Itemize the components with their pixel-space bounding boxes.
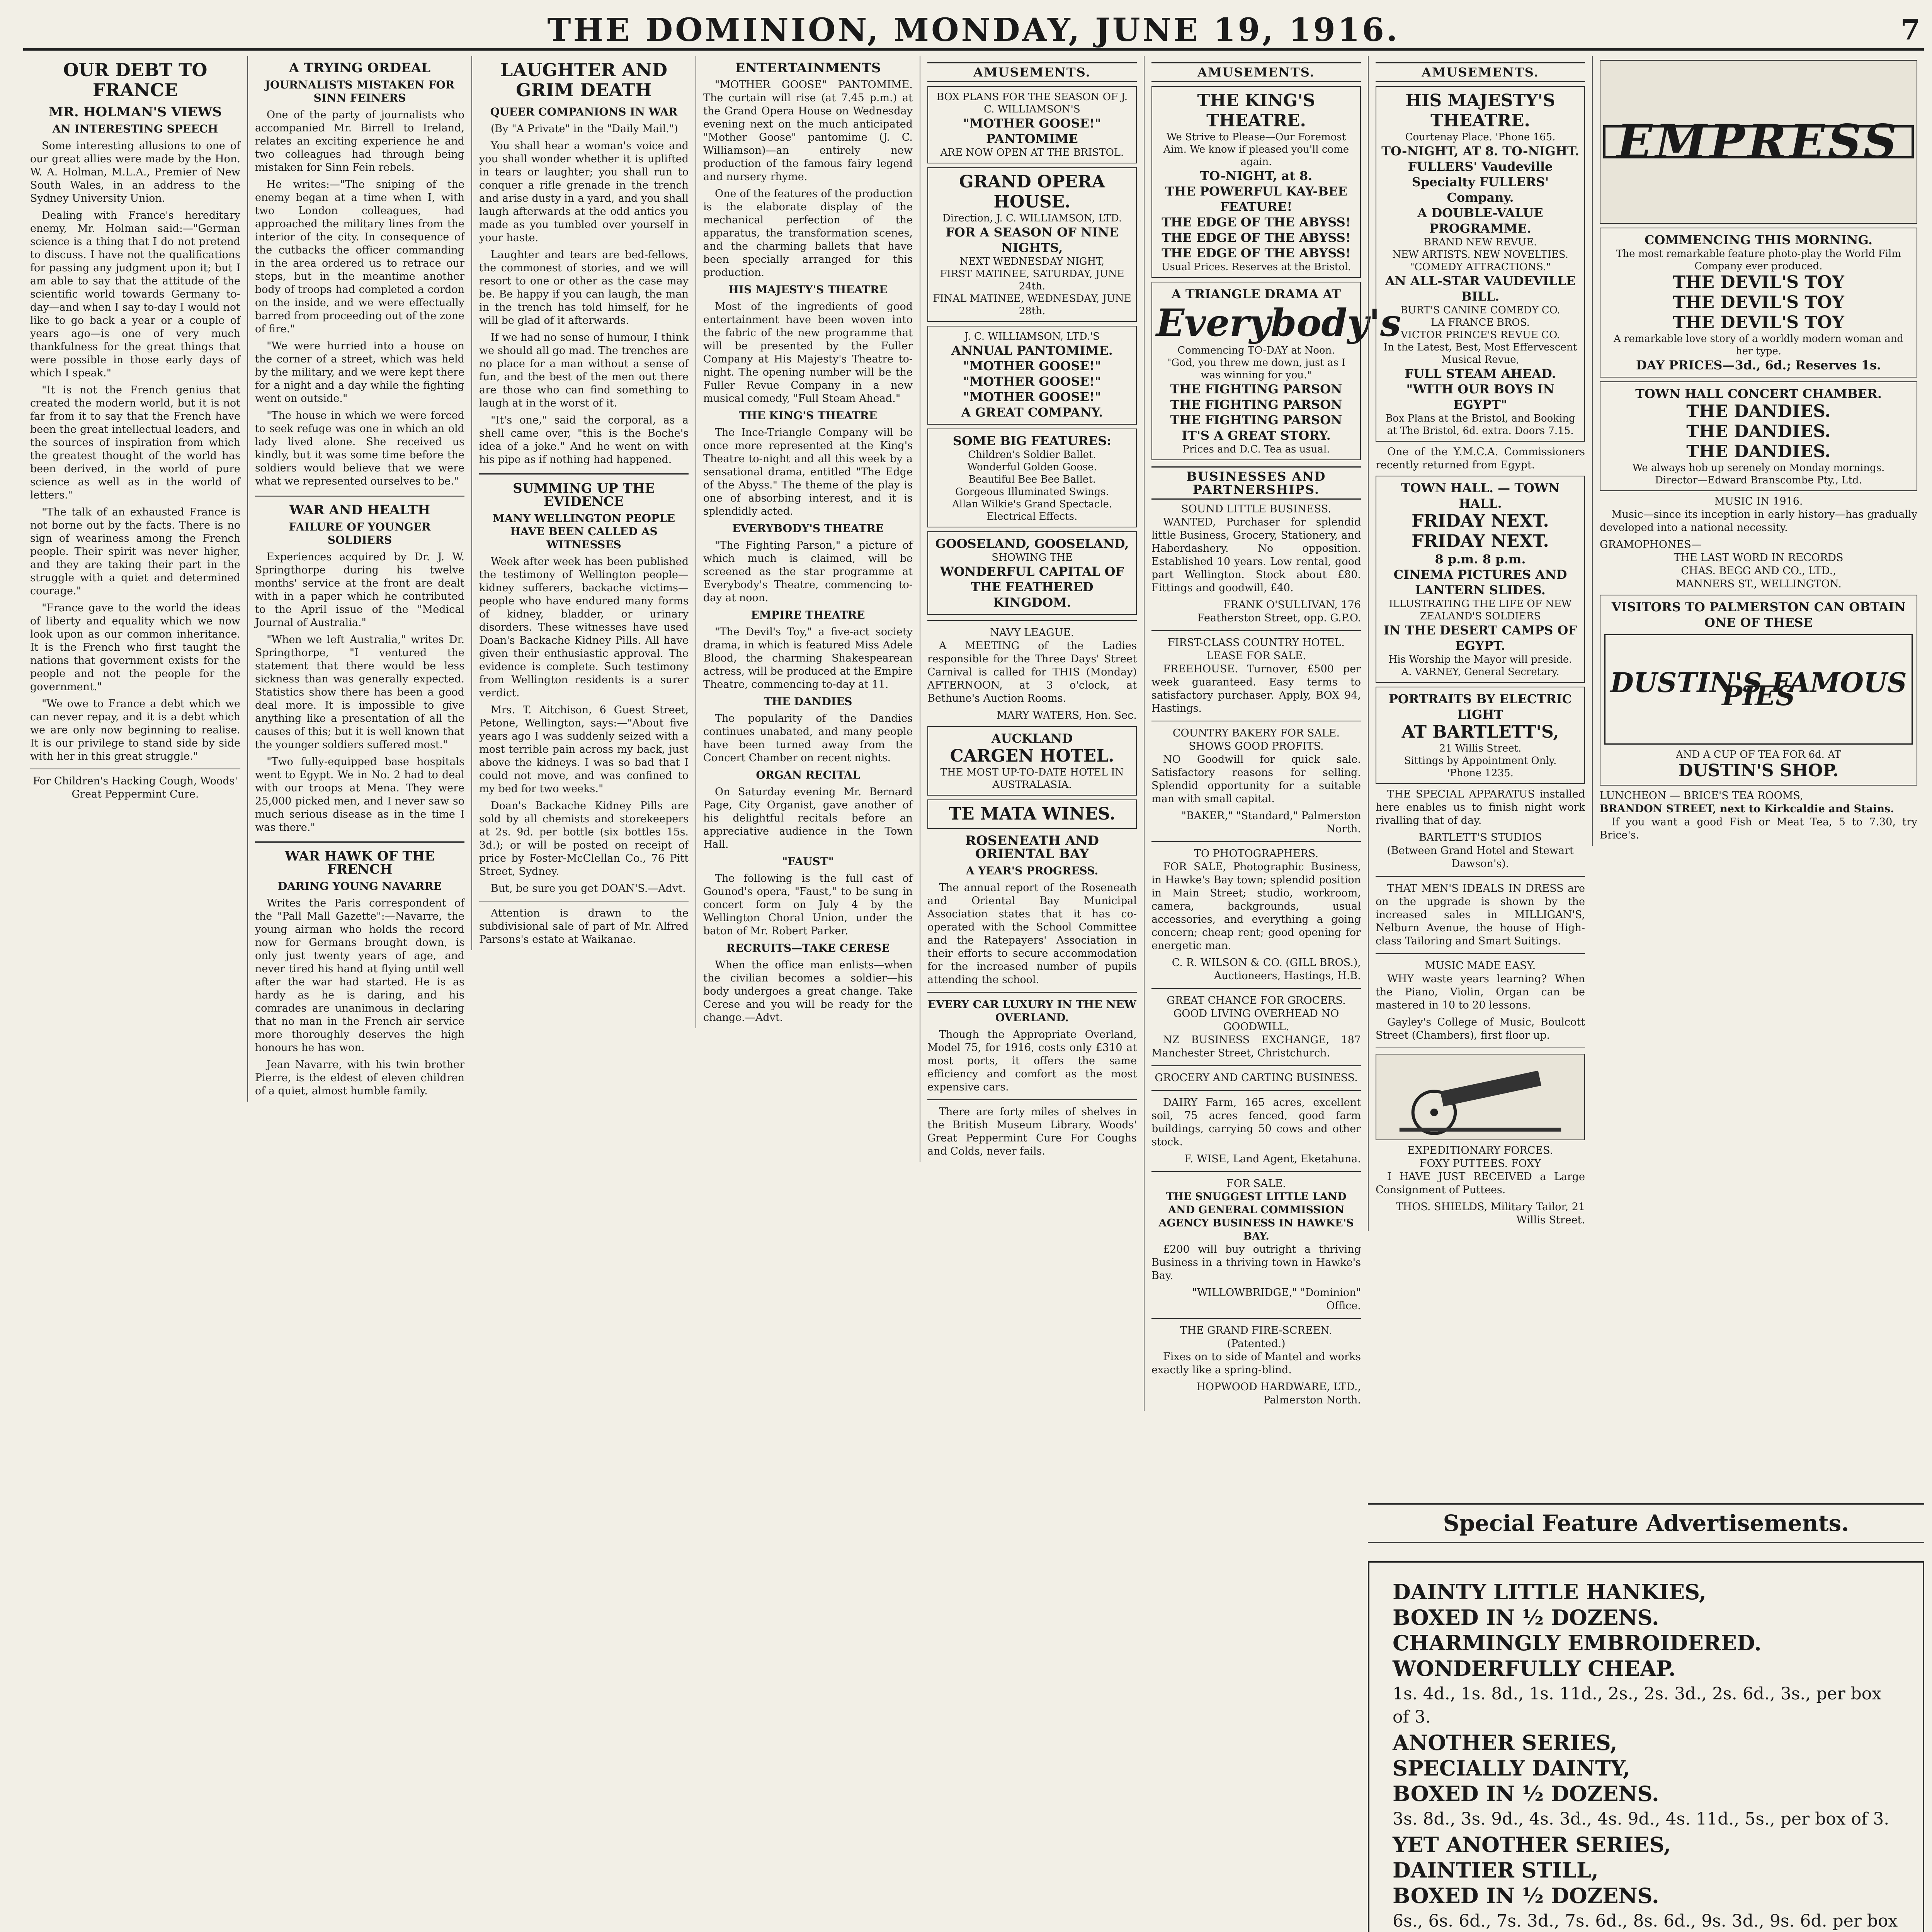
- article-headline: LAUGHTER AND GRIM DEATH: [500, 60, 668, 100]
- paragraph: THE SPECIAL APPARATUS installed here enables us to finish night work rivalling that of day.: [1376, 788, 1585, 827]
- article-subhead: EMPIRE THEATRE: [751, 609, 865, 621]
- signature-line: THOS. SHIELDS, Military Tailor, 21 Willis Street.: [1396, 1201, 1585, 1226]
- column-4: [696, 56, 920, 1028]
- column-6: AMUSEMENTS. THE KING'S THEATRE. We Strive to Please—Our Foremost Aim. We know if pleased you'll come again. TO-NIGHT, at 8. THE POWERFUL KAY-BEE FEATURE! THE EDGE OF THE ABYSS! THE EDGE OF THE ABYSS! THE EDGE OF THE ABYSS! Usual Prices. Reserves at the Bristol. A TRIANGLE DRAMA AT Everybody's Commencing TO-DAY at Noon. "God, you threw me down, just as I was winning for you." THE FIGHTING PARSON THE FIGHTING PARSON THE FIGHTING PARSON IT'S A GREAT STORY. Prices and D.C. Tea as usual. BUSINESSES AND PARTNERSHIPS. SOUND LITTLE BUSINESS. WANTED, Purchaser for splendid little Business, Grocery, Stationery, and Haberdashery. No opposition. Established 10 years. Low rental, good part Wellington. Stock about £80. Fittings and goodwill, £40. FRANK O'SULLIVAN, 176 Featherston Street, opp. G.P.O. FIRST-CLASS COUNTRY HOTEL. LEASE FOR SALE. FREEHOUSE. Turnover, £500 per week guaranteed. Easy terms to satisfactory purchaser. Apply, BOX 94, Hastings. COUNTRY BAKERY FOR SALE. SHOWS GOOD PROFITS. NO Goodwill for quick sale. Satisfactory reasons for selling. Splendid opportunity for a suitable man with small capital. "BAKER," "Standard," Palmerston North. TO PHOTOGRAPHERS. FOR SALE, Photographic Business, in Hawke's Bay town; splendid position in Main Street; studio, workroom, camera, backgrounds, usual accessories, and everything a going concern; cheap rent; good opening for energetic man. C. R. WILSON & CO. (GILL BROS.), Auctioneers, Hastings, H.B. GREAT CHANCE FOR GROCERS. GOOD LIVING OVERHEAD NO GOODWILL. NZ BUSINESS EXCHANGE, 187 Manchester Street, Christchurch. GROCERY AND CARTING BUSINESS. DAIRY Farm, 165 acres, excellent soil, 75 acres fenced, good farm buildings, carrying 50 cows and other stock. F. WISE, Land Agent, Eketahuna. FOR SALE. THE SNUGGEST LITTLE LAND AND GENERAL COMMISSION AGENCY BUSINESS IN HAWKE'S BAY. £200 will buy outright a thriving Business in a thriving town in Hawke's Bay. "WILLOWBRIDGE," "Dominion" Office. THE GRAND FIRE-SCREEN. (Patented.) Fixes on to side of Mantel and works exactly like a spring-blind. HOPWOOD HARDWARE, LTD., Palmerston North.: [1144, 56, 1368, 1411]
- advert-box: AUCKLAND CARGEN HOTEL. THE MOST UP-TO-DATE HOTEL IN AUSTRALASIA.: [927, 726, 1137, 796]
- paragraph: "Two fully-equipped base hospitals went to Egypt. We in No. 2 had to deal with our troops at Mena. They were 25,000 picked men, and I never saw so much serious disease as in the time I was there.": [255, 756, 464, 833]
- paragraph: Experiences acquired by Dr. J. W. Springthorpe during his twelve months' service at the front are dealt with in a paper which he contributed to the April issue of the "Medical Journal of Australia.": [255, 551, 464, 629]
- article-subhead: EVERYBODY'S THEATRE: [732, 522, 884, 535]
- paragraph: FOR SALE, Photographic Business, in Hawke's Bay town; splendid position in Main Street; studio, workroom, camera, backgrounds, usual accessories, and everything a going concern; cheap rent; good opening for energetic man.: [1151, 861, 1361, 952]
- paragraph: "France gave to the world the ideas of liberty and equality which we now look upon as our common inheritance. It is the French who first taught the nations that government exists for the people and not the people for the government.": [30, 602, 240, 693]
- paragraph: Jean Navarre, with his twin brother Pierre, is the eldest of eleven children of a quiet, almost humble family.: [255, 1059, 464, 1097]
- pringles-advert: DAINTY LITTLE HANKIES, BOXED IN ½ DOZENS. CHARMINGLY EMBROIDERED. WONDERFULLY CHEAP. 1s. 4d., 1s. 8d., 1s. 11d., 2s., 2s. 3d., 2s. 6d., 3s., per box of 3. ANOTHER SERIES, SPECIALLY DAINTY, BOXED IN ½ DOZENS. 3s. 8d., 3s. 9d., 4s. 3d., 4s. 9d., 4s. 11d., 5s., per box of 3. YET ANOTHER SERIES, DAINTIER STILL, BOXED IN ½ DOZENS. 6s., 6s. 6d., 7s. 3d., 7s. 6d., 8s. 6d., 9s. 3d., 9s. 6d. per box: [1368, 1561, 1924, 1932]
- article-subhead: AN INTERESTING SPEECH: [52, 122, 218, 135]
- signature-line: C. R. WILSON & CO. (GILL BROS.), Auctioneers, Hastings, H.B.: [1172, 957, 1361, 982]
- section-heading: AMUSEMENTS.: [927, 62, 1137, 82]
- advert-box: TE MATA WINES.: [927, 799, 1137, 829]
- column-3: [471, 56, 696, 950]
- paragraph: Though the Appropriate Overland, Model 75, for 1916, costs only £310 at most ports, it offers the same efficiency and comfort as the most expensive cars.: [927, 1029, 1137, 1093]
- special-feature-heading: Special Feature Advertisements.: [1368, 1503, 1924, 1543]
- paragraph: Dealing with France's hereditary enemy, Mr. Holman said:—"German science is a thing that I do not pretend to discuss. I have not the qualifications for passing any judgment upon it; but I am able to say that the attitude of the scientific world towards Germany to-day—and when I say to-day I would not like to go back a year or a couple of years ago—is one of very much thankfulness for the great things that were possible in those early days of which I speak.": [30, 209, 240, 379]
- section-heading: AMUSEMENTS.: [1376, 62, 1585, 82]
- page-number: 7: [1900, 13, 1920, 46]
- pies-illustration: DUSTIN'S FAMOUS PIES: [1604, 634, 1913, 745]
- article-subhead: QUEER COMPANIONS IN WAR: [490, 105, 678, 118]
- signature-line: MARY WATERS, Hon. Sec.: [997, 709, 1137, 721]
- advert-box: VISITORS TO PALMERSTON CAN OBTAIN ONE OF THESE DUSTIN'S FAMOUS PIES AND A CUP OF TEA FOR 6d. AT DUSTIN'S SHOP.: [1600, 595, 1917, 786]
- article-subhead: A YEAR'S PROGRESS.: [966, 864, 1099, 877]
- paragraph: Some interesting allusions to one of our great allies were made by the Hon. W. A. Holman, M.L.A., Premier of New South Wales, in an address to the Sydney University Union.: [30, 140, 240, 204]
- paragraph: When the office man enlists—when the civilian becomes a soldier—his body undergoes a great change. Take Cerese and you will be ready for the change.—Advt.: [703, 959, 913, 1024]
- paragraph: FREEHOUSE. Turnover, £500 per week guaranteed. Easy terms to satisfactory purchaser. Apply, BOX 94, Hastings.: [1151, 663, 1361, 714]
- paragraph: "We owe to France a debt which we can never repay, and it is a debt which we are only now beginning to realise. It is our privilege to stand side by side with her in this great struggle.": [30, 698, 240, 762]
- article-headline: SUMMING UP THE EVIDENCE: [513, 481, 655, 509]
- article-subhead: EVERY CAR LUXURY IN THE NEW OVERLAND.: [928, 998, 1136, 1024]
- column-8: EMPRESS COMMENCING THIS MORNING. The most remarkable feature photo-play the World Film Company ever produced. THE DEVIL'S TOY THE DEVIL'S TOY THE DEVIL'S TOY A remarkable love story of a worldly modern woman and her type. DAY PRICES—3d., 6d.; Reserves 1s. TOWN HALL CONCERT CHAMBER. THE DANDIES. THE DANDIES. THE DANDIES. We always hob up serenely on Monday mornings. Director—Edward Branscombe Pty., Ltd. MUSIC IN 1916. Music—since its inception in early history—has gradually developed into a national necessity. GRAMOPHONES— THE LAST WORD IN RECORDS CHAS. BEGG AND CO., LTD., MANNERS ST., WELLINGTON. VISITORS TO PALMERSTON CAN OBTAIN ONE OF THESE DUSTIN'S FAMOUS PIES AND A CUP OF TEA FOR 6d. AT DUSTIN'S SHOP. LUNCHEON — BRICE'S TEA ROOMS, BRANDON STREET, next to Kirkcaldie and Stains. If you want a good Fish or Meat Tea, 5 to 7.30, try Brice's.: [1592, 56, 1924, 846]
- article-subhead: HIS MAJESTY'S THEATRE: [728, 283, 888, 296]
- paragraph: WHY waste years learning? When the Piano, Violin, Organ can be mastered in 10 to 20 lessons.: [1376, 973, 1585, 1011]
- article-subhead: ORGAN RECITAL: [756, 769, 860, 781]
- article-subhead: JOURNALISTS MISTAKEN FOR SINN FEINERS: [265, 78, 455, 104]
- paragraph: "We were hurried into a house on the corner of a street, which was held by the military, and we were kept there for a night and a day while the fighting went on outside.": [255, 340, 464, 405]
- paragraph: A MEETING of the Ladies responsible for the Three Days' Street Carnival is called for THIS (Monday) AFTERNOON, at 3 o'clock, at Bethune's Auction Rooms.: [927, 640, 1137, 704]
- notice-heading: NAVY LEAGUE.: [990, 627, 1074, 639]
- column-1: [23, 56, 247, 805]
- article-headline: A TRYING ORDEAL: [289, 60, 431, 76]
- advert-box: COMMENCING THIS MORNING. The most remarkable feature photo-play the World Film Company ever produced. THE DEVIL'S TOY THE DEVIL'S TOY THE DEVIL'S TOY A remarkable love story of a worldly modern woman and her type. DAY PRICES—3d., 6d.; Reserves 1s.: [1600, 228, 1917, 378]
- cannon-icon: [1376, 1054, 1584, 1139]
- article-headline: WAR AND HEALTH: [289, 502, 430, 518]
- signature-line: "BAKER," "Standard," Palmerston North.: [1181, 810, 1361, 835]
- article-headline: WAR HAWK OF THE FRENCH: [285, 849, 435, 877]
- article-headline: OUR DEBT TO FRANCE: [63, 60, 207, 100]
- paragraph: The Ince-Triangle Company will be once more represented at the King's Theatre to-night and all this week by a sensational drama, entitled "The Edge of the Abyss." The theme of the play is one of absorbing interest, and it is splendidly acted.: [703, 427, 913, 517]
- advert-box: HIS MAJESTY'S THEATRE. Courtenay Place. 'Phone 165. TO-NIGHT, AT 8. TO-NIGHT. FULLERS' Vaudeville Specialty FULLERS' Company. A DOUBLE-VALUE PROGRAMME. BRAND NEW REVUE. NEW ARTISTS. NEW NOVELTIES. "COMEDY ATTRACTIONS." AN ALL-STAR VAUDEVILLE BILL. BURT'S CANINE COMEDY CO. LA FRANCE BROS. VICTOR PRINCE'S REVUE CO. In the Latest, Best, Most Effervescent Musical Revue, FULL STEAM AHEAD. "WITH OUR BOYS IN EGYPT" Box Plans at the Bristol, and Booking at The Bristol, 6d. extra. Doors 7.15.: [1376, 86, 1585, 442]
- paragraph: WANTED, Purchaser for splendid little Business, Grocery, Stationery, and Haberdashery. No opposition. Established 10 years. Low rental, good part Wellington. Stock about £80. Fittings and goodwill, £40.: [1151, 516, 1361, 594]
- advert-box: SOME BIG FEATURES: Children's Soldier Ballet. Wonderful Golden Goose. Beautiful Bee Bee Ballet. Gorgeous Illuminated Swings. Allan Wilkie's Grand Spectacle. Electrical Effects.: [927, 429, 1137, 527]
- paragraph: The annual report of the Roseneath and Oriental Bay Municipal Association states that it has co-operated with the School Committee and the Ratepayers' Association in their efforts to secure accommodation for the increased number of pupils attending the school.: [927, 882, 1137, 986]
- paragraph: Writes the Paris correspondent of the "Pall Mall Gazette":—Navarre, the young airman who holds the record now for Germans brought down, is only just twenty years of age, and never tired his hand at flying until well after the war had started. He is as hardy as he is daring, and his comrades are unanimous in declaring that no man in the French air service more thoroughly deserves the high honours he has won.: [255, 897, 464, 1054]
- paragraph: THAT MEN'S IDEALS IN DRESS are on the upgrade is shown by the increased sales in MILLIGAN'S, Nelburn Avenue, the house of High-class Tailoring and Smart Suitings.: [1376, 883, 1585, 947]
- paragraph: The following is the full cast of Gounod's opera, "Faust," to be sung in concert form on July 4 by the Wellington Choral Union, under the baton of Mr. Robert Parker.: [703, 872, 913, 937]
- paragraph: Attention is drawn to the subdivisional sale of part of Mr. Alfred Parsons's estate at Waikanae.: [479, 907, 689, 946]
- masthead: [23, 12, 1924, 51]
- column-2: [247, 56, 471, 1102]
- article-subhead: MANY WELLINGTON PEOPLE HAVE BEEN CALLED AS WITNESSES: [492, 512, 675, 551]
- paragraph: Laughter and tears are bed-fellows, the commonest of stories, and we will resort to one or other as the case may be. Be happy if you can laugh, the man in the trench has told himself, for he will be glad of it afterwards.: [479, 249, 689, 327]
- column-7: AMUSEMENTS. HIS MAJESTY'S THEATRE. Courtenay Place. 'Phone 165. TO-NIGHT, AT 8. TO-NIGHT. FULLERS' Vaudeville Specialty FULLERS' Company. A DOUBLE-VALUE PROGRAMME. BRAND NEW REVUE. NEW ARTISTS. NEW NOVELTIES. "COMEDY ATTRACTIONS." AN ALL-STAR VAUDEVILLE BILL. BURT'S CANINE COMEDY CO. LA FRANCE BROS. VICTOR PRINCE'S REVUE CO. In the Latest, Best, Most Effervescent Musical Revue, FULL STEAM AHEAD. "WITH OUR BOYS IN EGYPT" Box Plans at the Bristol, and Booking at The Bristol, 6d. extra. Doors 7.15. One of the Y.M.C.A. Commissioners recently returned from Egypt. TOWN HALL. — TOWN HALL. FRIDAY NEXT. FRIDAY NEXT. 8 p.m. 8 p.m. CINEMA PICTURES AND LANTERN SLIDES. ILLUSTRATING THE LIFE OF NEW ZEALAND'S SOLDIERS IN THE DESERT CAMPS OF EGYPT. His Worship the Mayor will preside. A. VARNEY, General Secretary. PORTRAITS BY ELECTRIC LIGHT AT BARTLETT'S, 21 Willis Street. Sittings by Appointment Only. 'Phone 1235. THE SPECIAL APPARATUS installed here enables us to finish night work rivalling that of day. BARTLETT'S STUDIOS (Between Grand Hotel and Stewart Dawson's). THAT MEN'S IDEALS IN DRESS are on the upgrade is shown by the increased sales in MILLIGAN'S, Nelburn Avenue, the house of High-class Tailoring and Smart Suitings. MUSIC MADE EASY. WHY waste years learning? When the Piano, Violin, Organ can be mastered in 10 to 20 lessons. Gayley's College of Music, Boulcott Street (Chambers), first floor up. EXPEDITIONARY FORCES. FOXY PUTTEES. FOXY I HAVE JUST RECEIVED a Large Consignment of Puttees. THOS. SHIELDS, Military Tailor, 21 Willis Street.: [1368, 56, 1592, 1231]
- advert-box: TOWN HALL CONCERT CHAMBER. THE DANDIES. THE DANDIES. THE DANDIES. We always hob up serenely on Monday mornings. Director—Edward Branscombe Pty., Ltd.: [1600, 381, 1917, 491]
- advert-box: PORTRAITS BY ELECTRIC LIGHT AT BARTLETT'S, 21 Willis Street. Sittings by Appointment Only. 'Phone 1235.: [1376, 687, 1585, 784]
- paragraph: Week after week has been published the testimony of Wellington people—kidney sufferers, backache victims—people who have endured many forms of kidney, bladder, or urinary disorders. These witnesses have used Doan's Backache Kidney Pills. All have given their enthusiastic approval. The evidence is complete. Such testimony from Wellington residents is a surer verdict.: [479, 556, 689, 699]
- paragraph: DAIRY Farm, 165 acres, excellent soil, 75 acres fenced, good farm buildings, carrying 50 cows and other stock.: [1151, 1097, 1361, 1148]
- paragraph: "The Fighting Parson," a picture of which much is claimed, will be screened as the star programme at Everybody's Theatre, commencing to-day at noon.: [703, 539, 913, 604]
- paragraph: "The talk of an exhausted France is not borne out by the facts. There is no sign of weariness among the French people. Their spirit was never higher, and they are taking their part in the struggle with a quiet and determined courage.": [30, 506, 240, 597]
- paragraph: Most of the ingredients of good entertainment have been woven into the fabric of the new programme that will be presented by the Fuller Company at His Majesty's Theatre to-night. The opening number will be the Fuller Revue Company in a new musical comedy, "Full Steam Ahead.": [703, 301, 913, 405]
- column-5: [920, 56, 1144, 1162]
- paragraph: £200 will buy outright a thriving Business in a thriving town in Hawke's Bay.: [1151, 1243, 1361, 1282]
- signature-line: HOPWOOD HARDWARE, LTD., Palmerston North.: [1196, 1381, 1361, 1406]
- paragraph: Music—since its inception in early history—has gradually developed into a national necessity.: [1600, 509, 1917, 534]
- paragraph: "MOTHER GOOSE" PANTOMIME. The curtain will rise (at 7.45 p.m.) at the Grand Opera House on Wednesday evening next on the much anticipated "Mother Goose" pantomime (J. C. Williamson)—an entirely new production of the famous fairy legend and nursery rhyme.: [703, 79, 913, 183]
- article-subhead: "FAUST": [782, 855, 834, 868]
- advert-box: A TRIANGLE DRAMA AT Everybody's Commencing TO-DAY at Noon. "God, you threw me down, just as I was winning for you." THE FIGHTING PARSON THE FIGHTING PARSON THE FIGHTING PARSON IT'S A GREAT STORY. Prices and D.C. Tea as usual.: [1151, 282, 1361, 460]
- signature-line: FRANK O'SULLIVAN, 176 Featherston Street, opp. G.P.O.: [1197, 599, 1361, 624]
- paragraph: "It is not the French genius that created the modern world, but it is not far from it to say that the French have been the great intellectual leaders, and the sources of inspiration from which the greatest thought of the world has been derived, in the world of pure science as well as in the world of letters.": [30, 384, 240, 501]
- paragraph: "The Devil's Toy," a five-act society drama, in which is featured Miss Adele Blood, the charming Shakespearean actress, will be produced at the Empire Theatre, commencing to-day at 11.: [703, 626, 913, 690]
- advert-box: J. C. WILLIAMSON, LTD.'S ANNUAL PANTOMIME. "MOTHER GOOSE!" "MOTHER GOOSE!" "MOTHER GOOSE!" A GREAT COMPANY.: [927, 326, 1137, 425]
- signature-line: NZ BUSINESS EXCHANGE, 187 Manchester Street, Christchurch.: [1151, 1034, 1361, 1059]
- paragraph: One of the Y.M.C.A. Commissioners recently returned from Egypt.: [1376, 446, 1585, 471]
- paragraph: On Saturday evening Mr. Bernard Page, City Organist, gave another of his delightful recitals before an appreciative audience in the Town Hall.: [703, 786, 913, 850]
- article-subhead: THE DANDIES: [764, 695, 852, 708]
- cannon-illustration: [1376, 1054, 1585, 1140]
- section-heading: ENTERTAINMENTS: [735, 60, 881, 76]
- paragraph: Mrs. T. Aitchison, 6 Guest Street, Petone, Wellington, says:—"About five years ago I was suddenly seized with a most terrible pain across my back, just above the kidneys. I was so bad that I could not move, and was confined to my bed for two weeks.": [479, 704, 689, 795]
- article-subhead: MR. HOLMAN'S VIEWS: [48, 104, 222, 120]
- paragraph: He writes:—"The sniping of the enemy began at a time when I, with two London colleagues, had approached the military lines from the interior of the city. In consequence of the cutbacks the officer commanding in the area ordered us to retrace our steps, but in the meantime another body of troops had completed a cordon on the inside, and we were effectually barred from proceeding out of the zone of fire.": [255, 179, 464, 335]
- signature-line: "WILLOWBRIDGE," "Dominion" Office.: [1192, 1287, 1361, 1312]
- paragraph: If we had no sense of humour, I think we should all go mad. The trenches are no place for a man without a sense of fun, and the best of the men out there are those who can find something to laugh at in the worst of it.: [479, 332, 689, 409]
- paragraph: "When we left Australia," writes Dr. Springthorpe, "I ventured the statement that there would be less sickness than was generally expected. Statistics show there has been a good deal more. It is impossible to give anything like a presentation of all the causes of this; but it is well known that the younger soldiers suffered most.": [255, 634, 464, 751]
- article-subhead: FAILURE OF YOUNGER SOLDIERS: [289, 520, 431, 546]
- advert-box: THE KING'S THEATRE. We Strive to Please—Our Foremost Aim. We know if pleased you'll come again. TO-NIGHT, at 8. THE POWERFUL KAY-BEE FEATURE! THE EDGE OF THE ABYSS! THE EDGE OF THE ABYSS! THE EDGE OF THE ABYSS! Usual Prices. Reserves at the Bristol.: [1151, 86, 1361, 278]
- article-subhead: DARING YOUNG NAVARRE: [277, 880, 442, 893]
- section-heading: AMUSEMENTS.: [1151, 62, 1361, 82]
- advert-line: For Children's Hacking Cough, Woods' Great Peppermint Cure.: [33, 775, 238, 800]
- paragraph: "It's one," said the corporal, as a shell came over, "this is the Boche's idea of a joke." And he went on with his pipe as if nothing had happened.: [479, 414, 689, 466]
- paragraph: "The house in which we were forced to seek refuge was one in which an old lady lived alone. She received us kindly, but it was some time before the soldiers would believe that we were what we represented ourselves to be.": [255, 410, 464, 487]
- signature-line: F. WISE, Land Agent, Eketahuna.: [1184, 1153, 1361, 1165]
- paragraph: But, be sure you get DOAN'S.—Advt.: [491, 883, 686, 895]
- paragraph: NO Goodwill for quick sale. Satisfactory reasons for selling. Splendid opportunity for a suitable man with small capital.: [1151, 753, 1361, 805]
- section-heading: BUSINESSES AND PARTNERSHIPS.: [1151, 466, 1361, 500]
- paragraph: The popularity of the Dandies continues unabated, and many people have been turned away from the Concert Chamber on recent nights.: [703, 713, 913, 764]
- advert-box: TOWN HALL. — TOWN HALL. FRIDAY NEXT. FRIDAY NEXT. 8 p.m. 8 p.m. CINEMA PICTURES AND LANTERN SLIDES. ILLUSTRATING THE LIFE OF NEW ZEALAND'S SOLDIERS IN THE DESERT CAMPS OF EGYPT. His Worship the Mayor will preside. A. VARNEY, General Secretary.: [1376, 476, 1585, 683]
- advert-box: BOX PLANS FOR THE SEASON OF J. C. WILLIAMSON'S "MOTHER GOOSE!" PANTOMIME ARE NOW OPEN AT THE BRISTOL.: [927, 86, 1137, 163]
- paragraph: Gayley's College of Music, Boulcott Street (Chambers), first floor up.: [1376, 1016, 1585, 1041]
- paragraph: One of the party of journalists who accompanied Mr. Birrell to Ireland, relates an exciting experience he and two colleagues had through being mistaken for Sinn Fein rebels.: [255, 109, 464, 173]
- paragraph: There are forty miles of shelves in the British Museum Library. Woods' Great Peppermint Cure For Coughs and Colds, never fails.: [927, 1106, 1137, 1157]
- everybodys-logo: Everybody's: [1156, 301, 1401, 345]
- paragraph: One of the features of the production is the elaborate display of the mechanical perfection of the apparatus, the transformation scenes, and the charming ballets that have been specially arranged for this production.: [703, 188, 913, 279]
- paragraph: Fixes on to side of Mantel and works exactly like a spring-blind.: [1151, 1351, 1361, 1376]
- article-headline: ROSENEATH AND ORIENTAL BAY: [965, 833, 1099, 862]
- article-subhead: THE KING'S THEATRE: [738, 409, 878, 422]
- article-subhead: RECRUITS—TAKE CERESE: [726, 942, 890, 954]
- paragraph: I HAVE JUST RECEIVED a Large Consignment of Puttees.: [1376, 1171, 1585, 1196]
- advert-box: GOOSELAND, GOOSELAND, SHOWING THE WONDERFUL CAPITAL OF THE FEATHERED KINGDOM.: [927, 531, 1137, 615]
- paragraph: (By "A Private" in the "Daily Mail."): [491, 123, 678, 135]
- advert-box: GRAND OPERA HOUSE. Direction, J. C. WILLIAMSON, LTD. FOR A SEASON OF NINE NIGHTS, NEXT WEDNESDAY NIGHT, FIRST MATINEE, SATURDAY, JUNE 24th. FINAL MATINEE, WEDNESDAY, JUNE 28th.: [927, 167, 1137, 322]
- empress-logo: EMPRESS: [1600, 60, 1917, 224]
- paragraph: Doan's Backache Kidney Pills are sold by all chemists and storekeepers at 2s. 9d. per bottle (six bottles 15s. 3d.); or will be posted on receipt of price by Foster-McClellan Co., 76 Pitt Street, Sydney.: [479, 800, 689, 878]
- paragraph: If you want a good Fish or Meat Tea, 5 to 7.30, try Brice's.: [1600, 816, 1917, 841]
- newspaper-title: THE DOMINION, MONDAY, JUNE 19, 1916.: [547, 12, 1400, 49]
- paragraph: You shall hear a woman's voice and you shall wonder whether it is uplifted in tears or laughter; you shall run to conquer a rifle grenade in the trench and arise dusty in a yard, and you shall laugh afterwards at the odd antics you made as you tumbled over yourself in your haste.: [479, 140, 689, 244]
